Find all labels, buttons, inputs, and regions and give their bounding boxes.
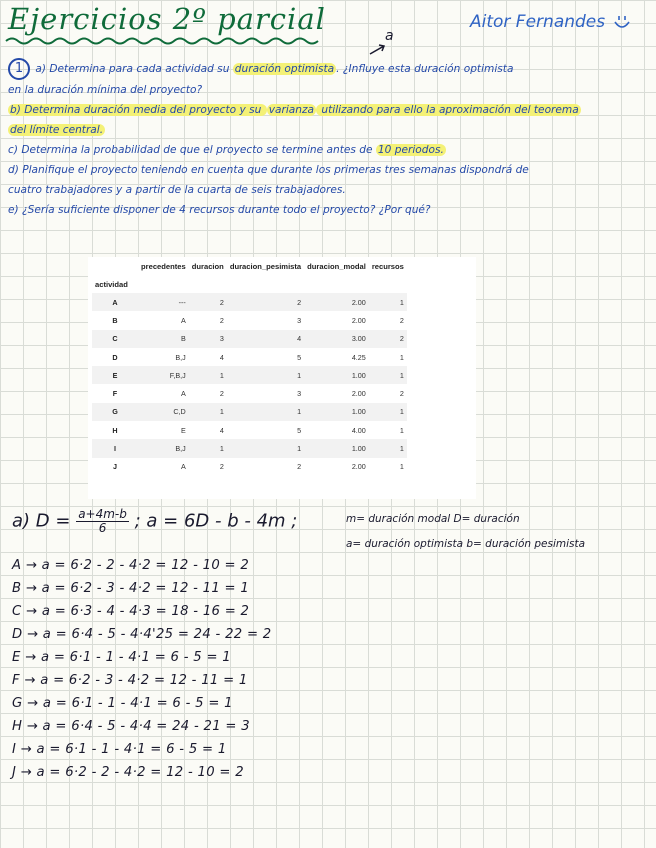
table-row — [92, 311, 407, 329]
formula-lhs: a) D = — [12, 510, 71, 532]
formula-line — [12, 508, 297, 535]
question-line — [8, 140, 648, 160]
table-cell: 5 — [297, 425, 302, 435]
table-row — [92, 348, 407, 366]
table-row — [92, 330, 407, 348]
table-cell: 3.00 — [304, 330, 369, 348]
table-cell: A — [180, 389, 186, 399]
table-cell: C,D — [138, 403, 189, 421]
table-cell: 1 — [369, 439, 407, 457]
row-id: I — [92, 439, 138, 457]
table-cell: 3 — [297, 315, 302, 325]
table-cell: 2 — [297, 462, 302, 472]
activity-table — [88, 257, 476, 499]
table-cell: 1 — [227, 439, 304, 457]
table-cell: 2 — [399, 389, 404, 399]
table-cell: 2 — [227, 293, 304, 311]
row-id: B — [112, 315, 118, 325]
table-cell: 2.00 — [351, 462, 366, 472]
page-title: Ejercicios 2º parcial — [8, 2, 326, 36]
row-id: C — [92, 330, 138, 348]
table-cell: A — [180, 462, 186, 472]
table-cell: 1 — [369, 366, 407, 384]
formula-legend-1: m= duración modal D= duración — [346, 513, 520, 525]
question-line — [8, 58, 648, 80]
table-cell: 2 — [189, 293, 227, 311]
table-cell: 1 — [369, 293, 407, 311]
table-cell: 3 — [297, 389, 302, 399]
table-cell: 4.25 — [351, 352, 366, 362]
table-header-row — [92, 257, 407, 275]
row-id: E — [92, 366, 138, 384]
question-text: en la duración mínima del proyecto? — [8, 84, 203, 96]
row-id: A — [92, 293, 138, 311]
table-cell: 1 — [399, 425, 404, 435]
index-label: actividad — [95, 279, 128, 289]
author-name: Aitor Fernandes — [470, 12, 606, 32]
table-row — [92, 458, 407, 476]
question-text: cuatro trabajadores y a partir de la cuarta de seis trabajadores. — [8, 184, 346, 196]
question-line — [8, 160, 648, 180]
calc-line-g: G → a = 6·1 - 1 - 4·1 = 6 - 5 = 1 — [12, 696, 233, 711]
table-cell: 1 — [399, 352, 404, 362]
fraction-numerator: a+4m-b — [78, 507, 127, 521]
highlighted-text: 10 periodos. — [377, 144, 444, 156]
question-line — [8, 200, 648, 220]
row-id: J — [113, 462, 117, 472]
row-id: G — [92, 403, 138, 421]
table-cell: F,B,J — [138, 366, 189, 384]
highlighted-text: duración optimista — [234, 63, 335, 75]
table-index-row — [92, 275, 407, 293]
questions-block — [8, 58, 648, 220]
table-cell: 1 — [189, 439, 227, 457]
table-cell: A — [180, 315, 186, 325]
question-line — [8, 100, 648, 120]
table-cell: B,J — [138, 439, 189, 457]
highlighted-text: del límite central. — [10, 124, 104, 136]
row-id: D — [112, 352, 118, 362]
question-text: . ¿Influye esta duración optimista — [336, 63, 514, 75]
table-cell: 2.00 — [304, 293, 369, 311]
table-row — [92, 421, 407, 439]
table-cell: B — [138, 330, 189, 348]
table-cell: 1 — [189, 403, 227, 421]
row-id: F — [112, 389, 118, 399]
table-row — [92, 293, 407, 311]
table-cell: 3 — [189, 330, 227, 348]
calc-line-c: C → a = 6·3 - 4 - 4·3 = 18 - 16 = 2 — [12, 604, 250, 619]
table-cell: 4 — [219, 352, 224, 362]
question-line — [8, 80, 648, 100]
arrow-icon — [368, 42, 388, 58]
question-text: d) Planifique el proyecto teniendo en cuenta que durante los primeras tres semanas dispondrá de — [8, 164, 529, 176]
table-cell: 1 — [399, 462, 404, 472]
table-cell: 2 — [369, 330, 407, 348]
column-header: duracion_pesimista — [229, 261, 302, 271]
column-header: duracion — [191, 261, 224, 271]
table-cell: --- — [138, 293, 189, 311]
calc-line-b: B → a = 6·2 - 3 - 4·2 = 12 - 11 = 1 — [12, 581, 250, 596]
formula-fraction — [76, 508, 129, 535]
calc-line-h: H → a = 6·4 - 5 - 4·4 = 24 - 21 = 3 — [12, 719, 250, 734]
table-cell: 1 — [227, 366, 304, 384]
question-text: a) Determina para cada actividad su — [35, 63, 233, 75]
superscript-note: a — [385, 28, 394, 44]
table-cell: 4.00 — [351, 425, 366, 435]
calc-line-f: F → a = 6·2 - 3 - 4·2 = 12 - 11 = 1 — [12, 673, 248, 688]
table-cell: 1.00 — [304, 439, 369, 457]
highlighted-text: varianza — [268, 104, 315, 116]
table-cell: 1 — [369, 403, 407, 421]
table-row — [92, 366, 407, 384]
table-cell: 2 — [219, 462, 224, 472]
column-header: precedentes — [141, 261, 186, 271]
table-cell: 5 — [297, 352, 302, 362]
calc-line-a: A → a = 6·2 - 2 - 4·2 = 12 - 10 = 2 — [12, 558, 250, 573]
question-line — [8, 120, 648, 140]
exercise-number: 1 — [8, 58, 30, 80]
table-cell: 2 — [219, 315, 224, 325]
formula-legend-2: a= duración optimista b= duración pesimista — [346, 538, 586, 550]
table-row — [92, 439, 407, 457]
title-underline — [4, 36, 324, 46]
table-row — [92, 384, 407, 402]
calc-line-i: I → a = 6·1 - 1 - 4·1 = 6 - 5 = 1 — [12, 742, 227, 757]
table-cell: E — [180, 425, 186, 435]
table-cell: 2.00 — [351, 389, 366, 399]
column-header: recursos — [371, 261, 404, 271]
fraction-denominator: 6 — [98, 521, 107, 535]
table-cell: 1 — [189, 366, 227, 384]
table-cell: 1 — [227, 403, 304, 421]
formula-rhs: ; a = 6D - b - 4m ; — [134, 510, 298, 532]
row-id: H — [112, 425, 118, 435]
question-text: utilizando para ello la aproximación del teorema — [318, 104, 579, 116]
question-line — [8, 180, 648, 200]
table-cell: 1.00 — [304, 366, 369, 384]
table-cell: 4 — [227, 330, 304, 348]
question-text: b) Determina duración media del proyecto y su — [10, 104, 265, 116]
table-cell: B,J — [175, 352, 186, 362]
calc-line-d: D → a = 6·4 - 5 - 4·4'25 = 24 - 22 = 2 — [12, 627, 272, 642]
table-cell: 4 — [219, 425, 224, 435]
question-text: c) Determina la probabilidad de que el proyecto se termine antes de — [8, 144, 376, 156]
table-row — [92, 403, 407, 421]
question-text: e) ¿Sería suficiente disponer de 4 recursos durante todo el proyecto? ¿Por qué? — [8, 204, 431, 216]
calc-line-e: E → a = 6·1 - 1 - 4·1 = 6 - 5 = 1 — [12, 650, 231, 665]
calc-line-j: J → a = 6·2 - 2 - 4·2 = 12 - 10 = 2 — [12, 765, 244, 780]
table-cell: 2.00 — [351, 315, 366, 325]
table-cell: 2 — [399, 315, 404, 325]
table-cell: 2 — [219, 389, 224, 399]
table-cell: 1.00 — [304, 403, 369, 421]
smiley-icon — [611, 12, 633, 34]
column-header: duracion_modal — [307, 261, 366, 271]
